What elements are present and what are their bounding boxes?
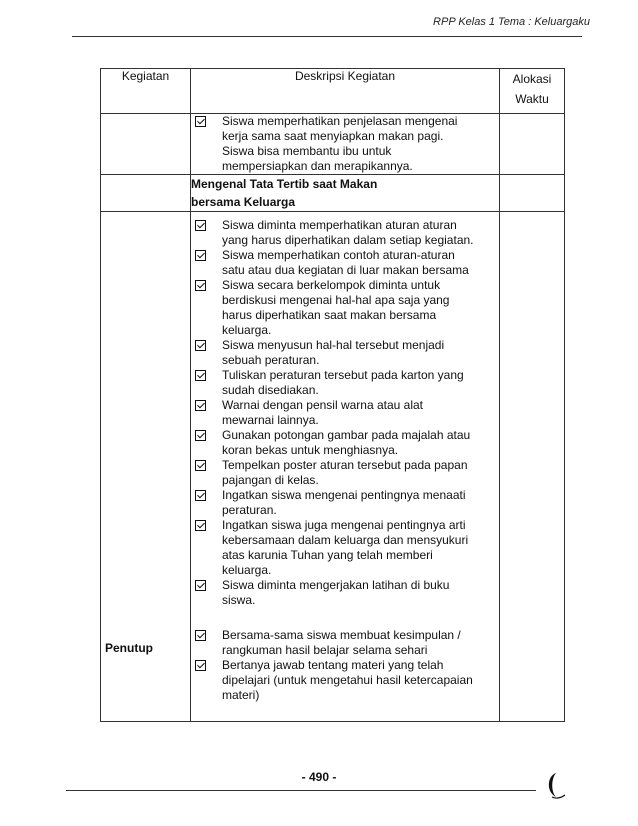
list-item	[191, 338, 499, 368]
list-item-text: Warnai dengan pensil warna atau alat mewarnai lainnya.	[222, 398, 424, 427]
table-row	[101, 114, 565, 175]
header-alokasi-line2: Waktu	[515, 92, 549, 106]
list-item-text: Siswa diminta memperhatikan aturan aturan yang harus diperhatikan dalam setiap kegiatan.	[222, 218, 474, 247]
list-item-text: Tuliskan peraturan tersebut pada karton yang sudah disediakan.	[222, 368, 464, 397]
checkbox-icon	[195, 460, 206, 471]
list-item-text: Ingatkan siswa juga mengenai pentingnya arti kebersamaan dalam keluarga dan mensyukuri atas karunia Tuhan yang telah memberi keluarga.	[222, 518, 469, 577]
checkbox-icon	[195, 490, 206, 501]
list-item-text: Siswa diminta mengerjakan latihan di buku siswa.	[222, 578, 450, 607]
list-item	[191, 578, 499, 608]
crescent-logo-icon	[542, 770, 568, 805]
list-item-text: Siswa menyusun hal-hal tersebut menjadi sebuah peraturan.	[222, 338, 445, 367]
kegiatan-cell	[101, 212, 191, 722]
section-heading	[191, 175, 500, 212]
penutup-label: Penutup	[105, 641, 153, 655]
header-alokasi-line1: Alokasi	[512, 72, 552, 86]
list-item	[191, 658, 499, 703]
alokasi-cell	[500, 114, 565, 175]
header-kegiatan: Kegiatan	[101, 69, 191, 114]
list-item	[191, 248, 499, 278]
list-item	[191, 114, 499, 174]
list-item	[191, 488, 499, 518]
checkbox-icon	[195, 520, 206, 531]
list-item	[191, 368, 499, 398]
running-header: RPP Kelas 1 Tema : Keluargaku	[433, 16, 590, 28]
checkbox-icon	[195, 660, 206, 671]
list-item-text: Bertanya jawab tentang materi yang telah dipelajari (untuk mengetahui hasil ketercapaian materi)	[222, 658, 473, 702]
checkbox-icon	[195, 580, 206, 591]
list-item-text: Gunakan potongan gambar pada majalah atau koran bekas untuk menghiasnya.	[222, 428, 471, 457]
section-heading-line2: bersama Keluarga	[191, 195, 296, 209]
list-item-text: Tempelkan poster aturan tersebut pada papan pajangan di kelas.	[222, 458, 468, 487]
kegiatan-cell	[101, 175, 191, 212]
list-item-text: Siswa memperhatikan contoh aturan-aturan satu atau dua kegiatan di luar makan bersama	[222, 248, 469, 277]
checkbox-icon	[195, 220, 206, 231]
alokasi-cell	[500, 175, 565, 212]
page-number: - 490 -	[301, 770, 337, 784]
checkbox-icon	[195, 400, 206, 411]
list-item	[191, 278, 499, 338]
table-row	[101, 212, 565, 722]
checkbox-icon	[195, 280, 206, 291]
table-header-row	[101, 69, 565, 114]
kegiatan-cell	[101, 114, 191, 175]
block2-list	[191, 212, 500, 722]
checkbox-icon	[195, 250, 206, 261]
list-item-text: Siswa secara berkelompok diminta untuk berdiskusi mengenai hal-hal apa saja yang harus diperhatikan saat makan bersama keluarga.	[222, 278, 450, 337]
table-row	[101, 175, 565, 212]
header-deskripsi: Deskripsi Kegiatan	[191, 69, 500, 114]
block1-list	[191, 114, 500, 175]
checkbox-icon	[195, 370, 206, 381]
activity-table	[100, 68, 565, 722]
list-item-text: Ingatkan siswa mengenai pentingnya menaati peraturan.	[222, 488, 466, 517]
list-item	[191, 218, 499, 248]
checkbox-icon	[195, 430, 206, 441]
header-divider	[72, 36, 582, 37]
checkbox-icon	[195, 630, 206, 641]
list-item-text: Bersama-sama siswa membuat kesimpulan / rangkuman hasil belajar selama sehari	[222, 628, 461, 657]
list-item	[191, 458, 499, 488]
section-heading-line1: Mengenal Tata Tertib saat Makan	[191, 177, 378, 191]
list-item	[191, 628, 499, 658]
list-item	[191, 518, 499, 578]
footer-divider	[66, 790, 536, 791]
list-item	[191, 398, 499, 428]
list-item	[191, 428, 499, 458]
checkbox-icon	[195, 116, 206, 127]
list-item-text: Siswa memperhatikan penjelasan mengenai kerja sama saat menyiapkan makan pagi. Siswa bisa membantu ibu untuk mempersiapkan dan merapikannya.	[222, 114, 458, 173]
checkbox-icon	[195, 340, 206, 351]
spacer	[191, 608, 499, 628]
alokasi-cell	[500, 212, 565, 722]
header-alokasi	[500, 69, 565, 114]
